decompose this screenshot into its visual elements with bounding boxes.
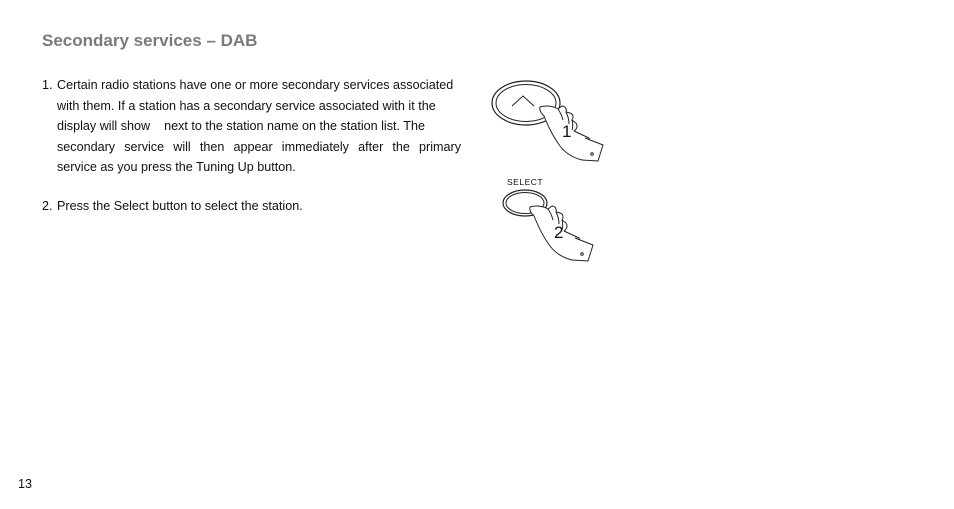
- step-1-line-2: with them. If a station has a secondary service associated with it the: [57, 98, 436, 113]
- page-number: 13: [18, 477, 33, 491]
- step-2-line-1: Press the Select button to select the station.: [57, 199, 303, 213]
- step-number: 2.: [42, 199, 53, 213]
- button-press-illustration: [486, 76, 616, 276]
- step-1-line-3: [42, 116, 462, 137]
- callout-1: 1: [562, 122, 572, 141]
- step-1-line-3a: display will show: [57, 119, 151, 133]
- step-1-line-5: service as you press the Tuning Up button.: [57, 160, 296, 174]
- instruction-step-1: [42, 75, 462, 178]
- step-1-line-3b: next to the station name on the station list. The: [164, 119, 425, 133]
- step-1-line-1: Certain radio stations have one or more secondary services associated: [57, 78, 454, 92]
- section-title: Secondary services – DAB: [42, 31, 258, 50]
- callout-2: 2: [554, 223, 564, 242]
- instruction-step-2: [42, 196, 462, 217]
- select-label: SELECT: [507, 177, 544, 187]
- step-1-line-4: secondary service will then appear immediately after the primary: [57, 139, 461, 154]
- step-number: 1.: [42, 78, 53, 92]
